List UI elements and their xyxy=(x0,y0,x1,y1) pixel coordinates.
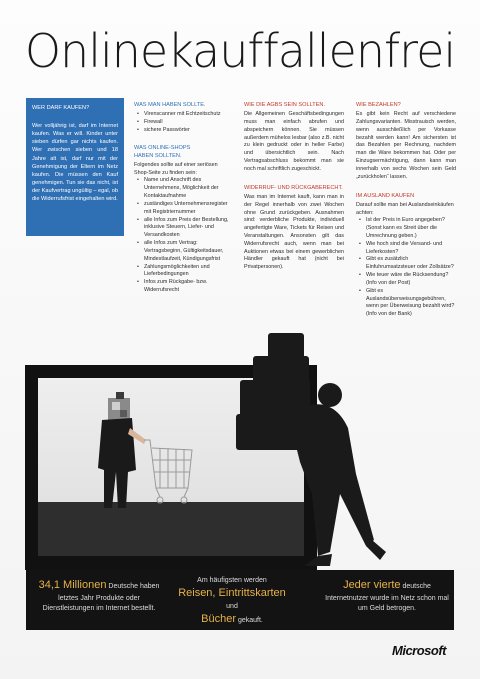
stat-fraud-text: deutsche Internetnutzer wurde im Netz schon mal um Geld betrogen. xyxy=(325,583,449,613)
abroad-heading: IM AUSLAND KAUFEN xyxy=(356,192,415,199)
age-info-text: Wer volljährig ist, darf im Internet kaufen. Was er will. Kinder unter sieben dürfen gar nichts kaufen. Wer zwischen sieben und 18 Jahre alt ist, darf nur mit der Genehmigung der Eltern im Netz kaufen. Die müssen den Kauf genehmigen. Tun sie das nicht, ist der Kaufvertrag ungültig – egal, ob die Widerrufsfrist eingehalten wird. xyxy=(32,123,118,203)
list-item: • Infos zum Rückgabe- bzw. Widerrufsrecht xyxy=(140,279,232,295)
stat-fraud xyxy=(322,578,452,614)
payment-text: Es gibt kein Recht auf verschiedene Zahlungsvarianten. Misstrauisch werden, wenn ausschließlich per Vorkasse bezahlt werden kann! Am sichersten ist das Bezahlen per Rechnung, nachdem man die Ware bekommen hat. Oder per Einzugsermächtigung, dann kann man innerhalb von sechs Wochen sein Geld „zurückholen“ lassen. xyxy=(356,111,456,180)
stat-categories-main: Reisen, Eintrittskarten xyxy=(178,587,286,600)
withdrawal-heading: WIDERRUF- UND RÜCKGABERECHT. xyxy=(244,184,343,191)
shopper-figure xyxy=(98,392,146,508)
stat-buyers-text: Deutsche haben letztes Jahr Produkte oder Dienstleistungen im Internet bestellt. xyxy=(42,583,160,613)
abroad-intro: Darauf sollte man bei Auslandseinkäufen achten: xyxy=(356,201,454,216)
shops-intro: Folgendes sollte auf einer seriösen Shop-Seite zu finden sein: xyxy=(134,161,218,176)
shops-heading-line1: WAS ONLINE-SHOPS xyxy=(134,144,191,151)
list-item: • Name und Anschrift des Unternehmens, Möglichkeit der Kontaktaufnahme xyxy=(140,177,232,200)
agb-heading: WIE DIE AGBS SEIN SOLLTEN. xyxy=(244,102,326,108)
shopping-cart xyxy=(144,440,192,503)
list-item: • alle Infos zum Preis der Bestellung, inklusive Steuern, Liefer- und Versandkosten xyxy=(140,217,232,240)
stat-fraud-number: Jeder vierte xyxy=(343,579,401,591)
list-item: • Ist der Preis in Euro angegeben? (Sonst kann es Streit über die Umrechnung geben.) xyxy=(362,217,456,240)
withdrawal-text: Was man im Internet kauft, kann man in der Regel innerhalb von zwei Wochen ohne Grund zurückgeben. Ausnahmen sind: verderbliche Produkte, individuell angefertigte Ware, Tickets für Reisen und Veranstaltungen. Ansonsten gilt das Widerrufsrecht auch, wenn man bei Auktionen etwas bei einem gewerblichen Händler gekauft hat (nicht bei Privatpersonen). xyxy=(244,193,344,271)
list-item: • Zahlungsmöglichkeiten und Lieferbedingungen xyxy=(140,264,232,280)
list-item: • Wie teuer wäre die Rücksendung? (Info von der Post) xyxy=(362,272,456,288)
payment-heading: WIE BEZAHLEN? xyxy=(356,102,401,108)
list-item: • Wie hoch sind die Versand- und Lieferkosten? xyxy=(362,241,456,257)
stat-categories-pre: Am häufigsten werden xyxy=(197,577,267,584)
list-item: • zuständiges Unternehmensregister mit Registriernummer xyxy=(140,201,232,217)
age-info-heading: WER DARF KAUFEN? xyxy=(32,105,90,111)
stat-categories xyxy=(172,576,292,628)
microsoft-logo: Microsoft xyxy=(392,643,446,658)
requirements-heading: WAS MAN HABEN SOLLTE. xyxy=(134,102,206,108)
list-item: • Firewall xyxy=(140,119,232,127)
shops-heading-line2: HABEN SOLLTEN. xyxy=(134,152,182,159)
list-item: • Gibt es zusätzlich Einfuhrumsatzsteuer oder Zollsätze? xyxy=(362,256,456,272)
list-item: • Gibt es Auslandsüberweisungsgebühren, wenn per Überweisung bezahlt wird? (Info von der Bank) xyxy=(362,288,456,319)
page-title: Onlinekauffallenfrei xyxy=(24,24,456,78)
stat-categories-books: Bücher xyxy=(201,613,236,626)
list-item: • alle Infos zum Vertrag: Vertragsbeginn, Gültigkeitsdauer, Mindestlaufzeit, Kündigungsfrist xyxy=(140,240,232,263)
stat-categories-and: und xyxy=(226,603,238,611)
agb-text: Die Allgemeinen Geschäftsbedingungen muss man einfach abrufen und abspeichern können. Sie müssen außerdem mühelos lesbar (also z.B. nicht zu klein gedruckt oder in heller Farbe) und übersichtlich sein. Nach Vertragsabschluss bekommt man sie noch mal schriftlich zugeschickt. xyxy=(244,111,344,172)
stat-categories-post: gekauft. xyxy=(237,617,263,625)
stat-buyers-number: 34,1 Millionen xyxy=(38,579,107,591)
box-carrier-silhouette xyxy=(236,333,386,566)
list-item: • sichere Passwörter xyxy=(140,127,232,135)
stat-buyers xyxy=(34,578,164,614)
list-item: • Virenscanner mit Echtzeitschutz xyxy=(140,111,232,119)
